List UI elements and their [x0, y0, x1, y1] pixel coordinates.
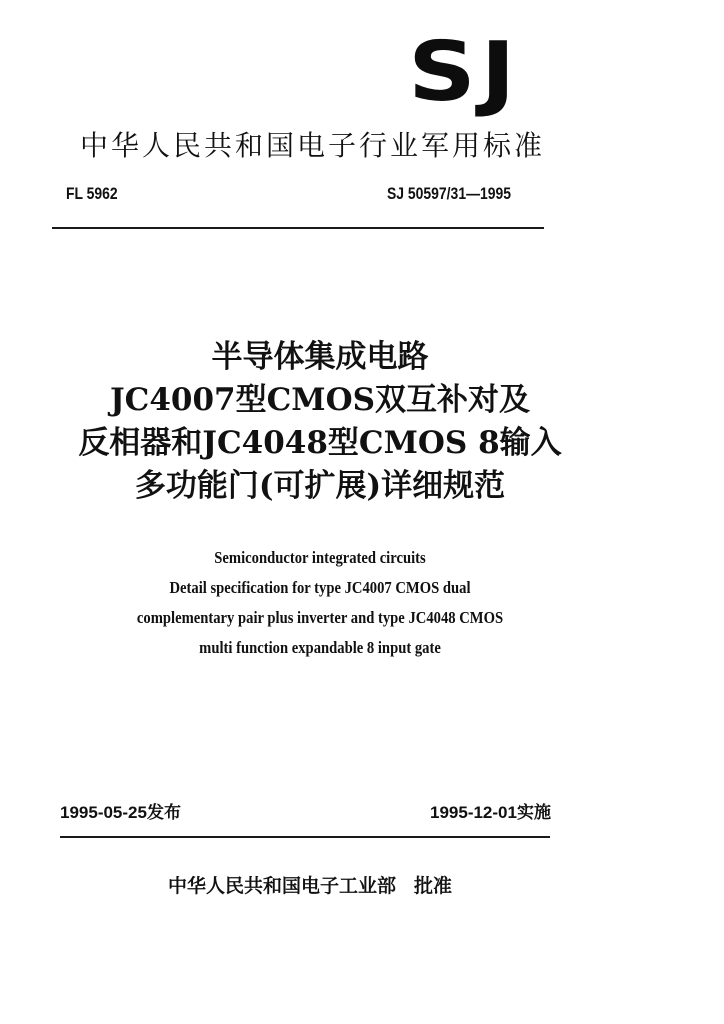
approval-line — [168, 874, 452, 898]
chinese-title-line-1: 半导体集成电路 — [211, 339, 429, 375]
chinese-title — [40, 336, 600, 508]
english-title-line-1: Semiconductor integrated circuits — [214, 548, 426, 567]
approval-authority: 中华人民共和国电子工业部 — [168, 875, 397, 897]
sj-logo: SJ — [408, 25, 521, 120]
chinese-title-line-3: 反相器和JC4048型CMOS 8输入 — [78, 425, 562, 461]
organization-title: 中华人民共和国电子行业军用标准 — [80, 129, 546, 162]
header-divider — [52, 227, 544, 229]
approval-action: 批准 — [414, 875, 453, 897]
english-title-line-2: Detail specification for type JC4007 CMOS dual — [169, 578, 471, 597]
issue-date: 1995-05-25发布 — [60, 803, 181, 822]
chinese-title-line-4: 多功能门(可扩展)详细规范 — [134, 468, 506, 504]
english-title — [40, 543, 600, 663]
chinese-title-line-2: JC4007型CMOS双互补对及 — [110, 382, 530, 418]
footer-divider — [60, 836, 550, 838]
standard-number: SJ 50597/31—1995 — [387, 184, 512, 203]
classification-code: FL 5962 — [66, 184, 118, 203]
effective-date: 1995-12-01实施 — [430, 803, 551, 822]
english-title-line-3: complementary pair plus inverter and type JC4048 CMOS — [136, 608, 504, 627]
english-title-line-4: multi function expandable 8 input gate — [199, 638, 441, 657]
